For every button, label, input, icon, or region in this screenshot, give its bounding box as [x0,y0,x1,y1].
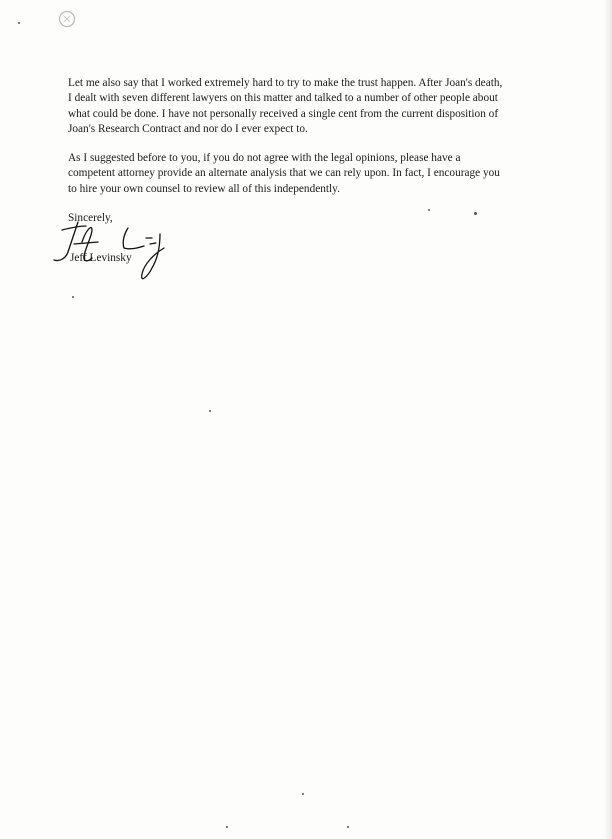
paragraph-2 [68,151,554,197]
paragraph-2-line-3: to hire your own counsel to review all of this independently. [68,182,340,195]
scan-speck [209,410,211,412]
corner-stamp-mark [58,10,76,28]
paragraph-1-line-4: Joan's Research Contract and nor do I ever expect to. [68,122,308,135]
scan-speck [474,212,477,215]
handwritten-signature [48,212,198,292]
closing-salutation: Sincerely, [68,212,113,225]
paragraph-1-line-2: I dealt with seven different lawyers on this matter and talked to a number of other people about [68,92,498,105]
scan-speck [302,793,304,795]
paragraph-1 [68,76,554,137]
paragraph-1-line-1: Let me also say that I worked extremely hard to try to make the trust happen. After Joan's death, [68,77,503,89]
scan-speck [347,826,349,828]
signer-name: Jeff Levinsky [70,252,132,265]
scan-speck [428,209,430,211]
paragraph-1-line-3: what could be done. I have not personally received a single cent from the current disposition of [68,107,499,120]
scan-speck [72,296,74,298]
scan-edge-shadow [604,0,612,839]
scan-speck [226,826,228,828]
scan-speck [18,22,20,24]
paragraph-2-line-1: As I suggested before to you, if you do not agree with the legal opinions, please have a [68,152,461,165]
paragraph-2-line-2: competent attorney provide an alternate analysis that we can rely upon. In fact, I encourage you [68,167,500,180]
